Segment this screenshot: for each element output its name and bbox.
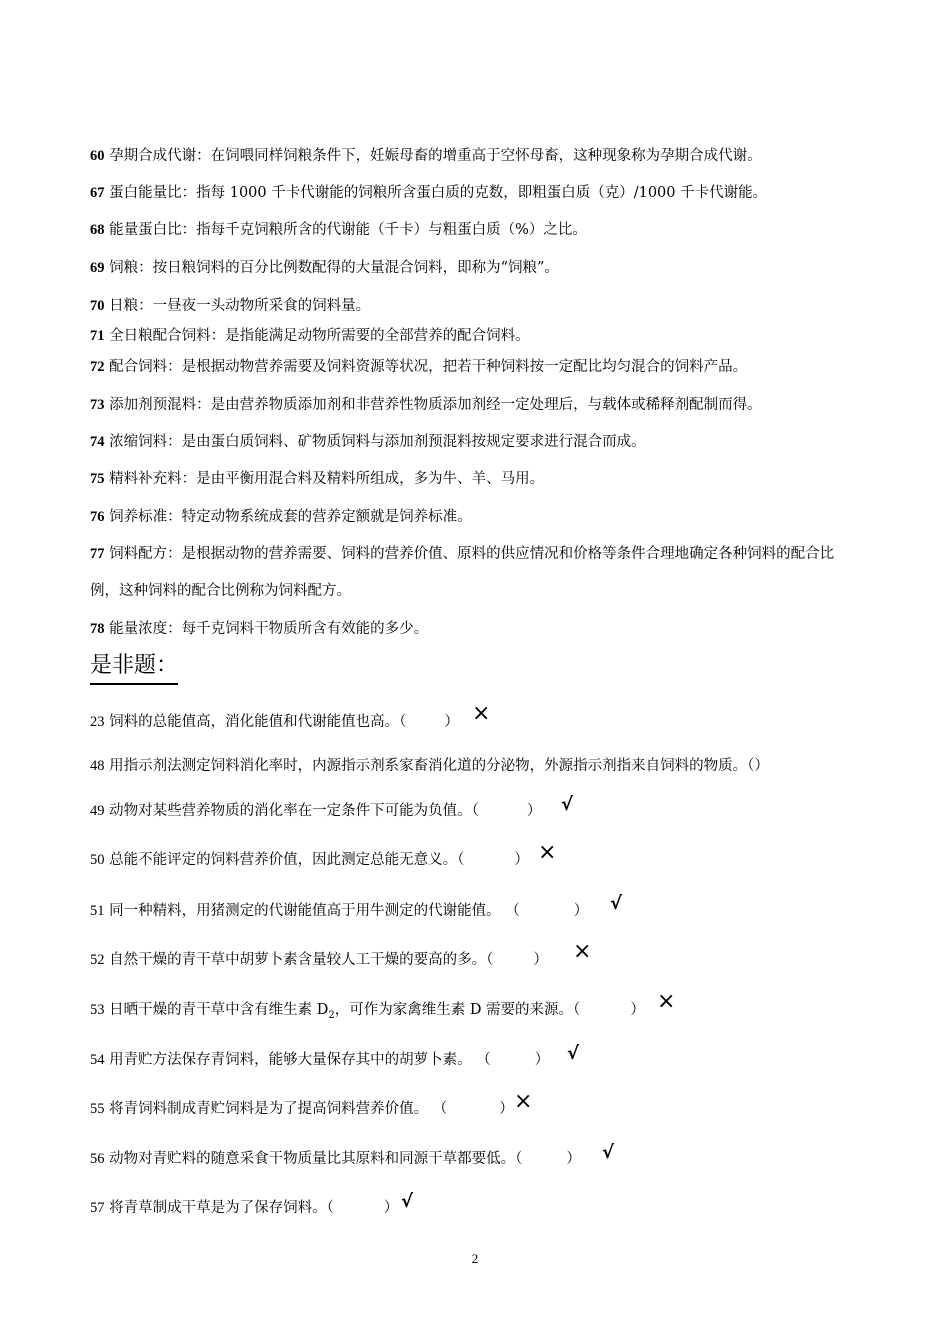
- question-number: 54: [90, 1052, 105, 1068]
- question-text: 饲料的总能值高，消化能值和代谢能值也高。（: [109, 714, 407, 730]
- definition-68: [90, 220, 587, 240]
- question-close-paren: ）: [514, 852, 529, 868]
- cross-mark-icon: ×: [657, 989, 676, 1014]
- question-50: [90, 850, 529, 870]
- definition-text: 浓缩饲料：是由蛋白质饲料、矿物质饲料与添加剂预混料按规定要求进行混合而成。: [109, 434, 646, 450]
- question-55: [90, 1099, 514, 1119]
- question-number: 57: [90, 1200, 105, 1216]
- question-close-paren: ）: [573, 903, 589, 919]
- definition-text: 饲料配方：是根据动物的营养需要、饲料的营养价值、原料的供应情况和价格等条件合理地确定各种饲料的配合比例，这种饲料的配合比例称为饲料配方。: [90, 546, 835, 599]
- question-close-paren: ）: [533, 952, 548, 968]
- definition-text: 配合饲料：是根据动物营养需要及饲料资源等状况，把若干种饲料按一定配比均匀混合的饲料产品。: [109, 359, 748, 375]
- question-close-paren: ）: [534, 1052, 550, 1068]
- page-number: 2: [471, 1251, 479, 1266]
- check-mark-icon: √: [567, 1043, 580, 1064]
- definition-number: 73: [90, 397, 105, 413]
- definition-number: 77: [90, 546, 105, 562]
- question-number: 51: [90, 903, 105, 919]
- definition-text: 全日粮配合饲料：是指能满足动物所需要的全部营养的配合饲料。: [109, 328, 530, 344]
- question-number: 48: [90, 758, 105, 774]
- question-48: [90, 756, 769, 776]
- question-text: 用指示剂法测定饲料消化率时，内源指示剂系家畜消化道的分泌物，外源指示剂指来自饲料的物质。（: [109, 758, 755, 774]
- definition-text: 饲养标准：特定动物系统成套的营养定额就是饲养标准。: [109, 509, 472, 525]
- cross-mark-icon: ×: [573, 939, 592, 964]
- definition-number: 60: [90, 148, 105, 164]
- question-text: 同一种精料，用猪测定的代谢能值高于用牛测定的代谢能值。 （: [109, 903, 520, 919]
- definition-69: [90, 258, 559, 278]
- question-close-paren: ）: [499, 1101, 514, 1117]
- question-text: 将青草制成干草是为了保存饲料。（: [109, 1200, 334, 1216]
- section-title-true-false: 是非题：: [90, 652, 178, 685]
- definition-72: [90, 357, 747, 377]
- question-number: 50: [90, 852, 105, 868]
- question-23: [90, 712, 459, 732]
- question-close-paren: ）: [383, 1200, 399, 1216]
- definition-number: 71: [90, 328, 105, 344]
- question-57: [90, 1198, 398, 1218]
- question-52: [90, 950, 548, 970]
- definition-text: 添加剂预混料：是由营养物质添加剂和非营养性物质添加剂经一定处理后，与载体或稀释剂配制而得。: [109, 397, 762, 413]
- definition-73: [90, 395, 762, 415]
- question-text: 将青饲料制成青贮饲料是为了提高饲料营养价值。 （: [109, 1101, 448, 1117]
- definition-number: 74: [90, 434, 105, 450]
- check-mark-icon: √: [610, 893, 623, 914]
- question-51: [90, 901, 588, 921]
- definition-number: 78: [90, 621, 105, 637]
- definition-number: 72: [90, 359, 105, 375]
- question-text-part1: 日晒干燥的青干草中含有维生素 D: [109, 1002, 329, 1018]
- definition-number: 76: [90, 509, 105, 525]
- question-56: [90, 1149, 581, 1169]
- question-text: 动物对某些营养物质的消化率在一定条件下可能为负值。（: [109, 803, 479, 819]
- definition-number: 69: [90, 260, 105, 276]
- question-number: 49: [90, 803, 105, 819]
- definition-text: 孕期合成代谢：在饲喂同样饲粮条件下，妊娠母畜的增重高于空怀母畜，这种现象称为孕期合成代谢。: [109, 148, 762, 164]
- subscript-2: 2: [328, 1009, 335, 1021]
- definition-78: [90, 619, 428, 639]
- question-text: 动物对青贮料的随意采食干物质量比其原料和同源干草都要低。（: [109, 1151, 523, 1167]
- cross-mark-icon: ×: [538, 840, 557, 865]
- question-text: 自然干燥的青干草中胡萝卜素含量较人工干燥的要高的多。（: [109, 952, 494, 968]
- definition-text: 精料补充料：是由平衡用混合料及精料所组成，多为牛、羊、马用。: [109, 471, 545, 487]
- check-mark-icon: √: [561, 794, 574, 815]
- question-number: 52: [90, 952, 105, 968]
- question-54: [90, 1050, 549, 1070]
- question-close-paren: ）: [566, 1151, 581, 1167]
- definition-76: [90, 507, 472, 527]
- definition-text: 饲粮：按日粮饲料的百分比例数配得的大量混合饲料，即称为“饲粮”。: [109, 260, 559, 276]
- definition-67: [90, 183, 767, 203]
- definition-number: 67: [90, 185, 105, 201]
- question-text: 总能不能评定的饲料营养价值，因此测定总能无意义。（: [109, 852, 465, 868]
- question-close-paren: ）: [444, 714, 459, 730]
- definition-text: 能量蛋白比：指每千克饲粮所含的代谢能（千卡）与粗蛋白质（%）之比。: [109, 222, 587, 238]
- definition-77: [90, 536, 862, 610]
- question-number: 56: [90, 1151, 105, 1167]
- definition-number: 68: [90, 222, 105, 238]
- question-close-paren: ）: [526, 803, 542, 819]
- check-mark-icon: √: [602, 1142, 615, 1163]
- definition-70: [90, 296, 370, 316]
- definition-74: [90, 432, 646, 452]
- question-text-part2: ，可作为家禽维生素 D 需要的来源。（: [334, 1002, 581, 1018]
- question-number: 53: [90, 1002, 105, 1018]
- definition-text: 能量浓度：每千克饲料干物质所含有效能的多少。: [109, 621, 429, 637]
- definition-number: 75: [90, 471, 105, 487]
- question-close-paren: ）: [754, 758, 769, 774]
- definition-text: 日粮：一昼夜一头动物所采食的饲料量。: [109, 298, 371, 314]
- question-53: [90, 1000, 645, 1026]
- cross-mark-icon: ×: [472, 701, 491, 726]
- cross-mark-icon: ×: [514, 1089, 533, 1114]
- question-text: 用青贮方法保存青饲料，能够大量保存其中的胡萝卜素。 （: [109, 1052, 491, 1068]
- check-mark-icon: √: [401, 1191, 414, 1212]
- definition-75: [90, 469, 544, 489]
- definition-60: [90, 146, 762, 166]
- question-close-paren: ）: [630, 1002, 645, 1018]
- question-49: [90, 801, 541, 821]
- definition-71: [90, 326, 530, 346]
- question-number: 23: [90, 714, 105, 730]
- question-number: 55: [90, 1101, 105, 1117]
- definition-text: 蛋白能量比：指每 1000 千卡代谢能的饲粮所含蛋白质的克数，即粗蛋白质（克）/1000 千卡代谢能。: [109, 185, 768, 201]
- definition-number: 70: [90, 298, 105, 314]
